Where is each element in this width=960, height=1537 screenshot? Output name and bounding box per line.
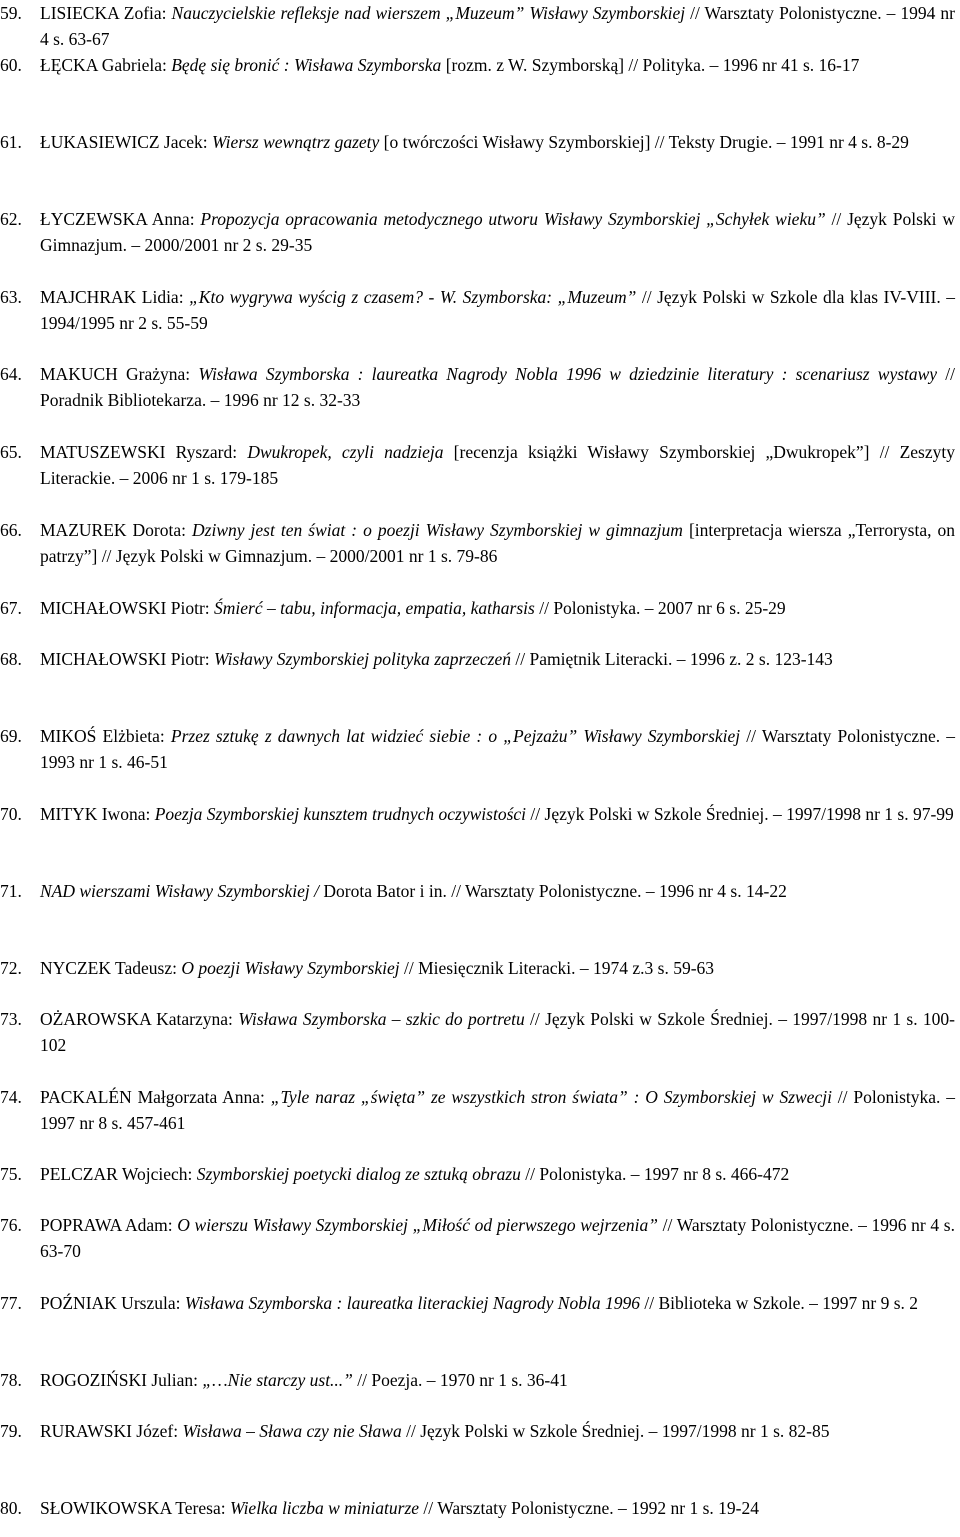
bibliography-entry xyxy=(0,646,960,672)
entry-title: Wisława Szymborska : laureatka Nagrody Nobla 1996 w dziedzinie literatury : scenariusz wystawy xyxy=(198,364,938,384)
bibliography-entry xyxy=(0,206,960,258)
entry-number: 78. xyxy=(0,1370,22,1390)
entry-citation: // Warsztaty Polonistyczne. – 1992 nr 1 s. 19-24 xyxy=(419,1498,760,1518)
entry-citation: MATUSZEWSKI Ryszard: xyxy=(40,442,248,462)
entry-number: 75. xyxy=(0,1164,22,1184)
entry-text xyxy=(40,0,955,52)
bibliography-entry xyxy=(0,1367,960,1393)
entry-number: 61. xyxy=(0,132,22,152)
bibliography-entry xyxy=(0,0,960,52)
entry-number: 66. xyxy=(0,520,22,540)
entry-number: 64. xyxy=(0,364,22,384)
entry-citation: // Warsztaty Polonistyczne. – 1993 nr 1 s. 46-51 xyxy=(40,726,955,772)
entry-citation: // Biblioteka w Szkole. – 1997 nr 9 s. 2 xyxy=(639,1293,919,1313)
entry-citation: // Poezja. – 1970 nr 1 s. 36-41 xyxy=(352,1370,568,1390)
entry-number: 59. xyxy=(0,3,22,23)
entry-number: 72. xyxy=(0,958,22,978)
entry-text xyxy=(40,129,955,155)
entry-number: 68. xyxy=(0,649,22,669)
bibliography-entry xyxy=(0,1006,960,1058)
bibliography-entry xyxy=(0,878,960,904)
bibliography-entry xyxy=(0,1161,960,1187)
entry-citation: // Warsztaty Polonistyczne. – 1996 nr 4 s. 63-70 xyxy=(40,1215,955,1261)
entry-title: Wielka liczba w miniaturze xyxy=(229,1498,420,1518)
entry-citation: // Język Polski w Szkole Średniej. – 1997/1998 nr 1 s. 97-99 xyxy=(526,804,954,824)
entry-title: Śmierć – tabu, informacja, empatia, katharsis xyxy=(214,598,535,618)
entry-citation: ŁUKASIEWICZ Jacek: xyxy=(40,132,213,152)
entry-text xyxy=(40,595,955,621)
entry-number: 65. xyxy=(0,442,22,462)
entry-text xyxy=(40,206,955,258)
entry-title: Przez sztukę z dawnych lat widzieć siebie : o „Pejzażu” Wisławy Szymborskiej xyxy=(170,726,741,746)
entry-citation: PELCZAR Wojciech: xyxy=(40,1164,197,1184)
entry-citation: MICHAŁOWSKI Piotr: xyxy=(40,598,215,618)
entry-citation: // Polonistyka. – 1997 nr 8 s. 466-472 xyxy=(520,1164,790,1184)
bibliography-entry xyxy=(0,1495,960,1521)
entry-citation: SŁOWIKOWSKA Teresa: xyxy=(40,1498,230,1518)
entry-citation: OŻAROWSKA Katarzyna: xyxy=(40,1009,239,1029)
entry-number: 71. xyxy=(0,881,22,901)
entry-text xyxy=(40,955,955,981)
bibliography-entry xyxy=(0,1212,960,1264)
entry-number: 80. xyxy=(0,1498,22,1518)
entry-title: Szymborskiej poetycki dialog ze sztuką obrazu xyxy=(196,1164,521,1184)
entry-title: NAD wierszami Wisławy Szymborskiej / xyxy=(40,881,320,901)
entry-title: Wisławy Szymborskiej polityka zaprzeczeń xyxy=(214,649,512,669)
entry-title: „Tyle naraz „święta” ze wszystkich stron świata” : O Szymborskiej w Szwecji xyxy=(270,1087,832,1107)
entry-text xyxy=(40,1367,955,1393)
entry-title: Dwukropek, czyli nadzieja xyxy=(247,442,444,462)
entry-citation: MICHAŁOWSKI Piotr: xyxy=(40,649,215,669)
entry-number: 74. xyxy=(0,1087,22,1107)
entry-citation: MITYK Iwona: xyxy=(40,804,155,824)
entry-title: Propozycja opracowania metodycznego utworu Wisławy Szymborskiej „Schyłek wieku” xyxy=(200,209,826,229)
entry-number: 70. xyxy=(0,804,22,824)
entry-title: „…Nie starczy ust...” xyxy=(202,1370,353,1390)
entry-number: 67. xyxy=(0,598,22,618)
entry-number: 79. xyxy=(0,1421,22,1441)
entry-citation: // Język Polski w Gimnazjum. – 2000/2001 nr 2 s. 29-35 xyxy=(40,209,955,255)
entry-title: O wierszu Wisławy Szymborskiej „Miłość od pierwszego wejrzenia” xyxy=(177,1215,659,1235)
entry-number: 60. xyxy=(0,55,22,75)
entry-citation: POŹNIAK Urszula: xyxy=(40,1293,185,1313)
entry-number: 62. xyxy=(0,209,22,229)
bibliography-entry xyxy=(0,1418,960,1444)
bibliography-entry xyxy=(0,439,960,491)
entry-title: Wisława Szymborska : laureatka literackiej Nagrody Nobla 1996 xyxy=(184,1293,640,1313)
entry-citation: // Język Polski w Szkole dla klas IV-VIII. – 1994/1995 nr 2 s. 55-59 xyxy=(40,287,955,333)
entry-citation: ROGOZIŃSKI Julian: xyxy=(40,1370,203,1390)
entry-citation: MIKOŚ Elżbieta: xyxy=(40,726,171,746)
entry-title: Poezja Szymborskiej kunsztem trudnych oczywistości xyxy=(154,804,527,824)
entry-text xyxy=(40,1418,955,1444)
entry-citation: ŁĘCKA Gabriela: xyxy=(40,55,172,75)
entry-text xyxy=(40,1212,955,1264)
entry-citation: NYCZEK Tadeusz: xyxy=(40,958,182,978)
bibliography-entry xyxy=(0,129,960,155)
entry-text xyxy=(40,646,955,672)
entry-citation: // Warsztaty Polonistyczne. – 1994 nr 4 s. 63-67 xyxy=(40,3,955,49)
bibliography-entry xyxy=(0,955,960,981)
bibliography-entry xyxy=(0,52,960,78)
entry-citation: // Polonistyka. – 2007 nr 6 s. 25-29 xyxy=(534,598,786,618)
entry-number: 69. xyxy=(0,726,22,746)
entry-citation: // Pamiętnik Literacki. – 1996 z. 2 s. 123-143 xyxy=(511,649,833,669)
entry-citation: // Polonistyka. – 1997 nr 8 s. 457-461 xyxy=(40,1087,955,1133)
entry-text xyxy=(40,52,955,78)
entry-text xyxy=(40,1006,955,1058)
entry-text xyxy=(40,439,955,491)
bibliography-entry xyxy=(0,723,960,775)
entry-citation: RURAWSKI Józef: xyxy=(40,1421,183,1441)
entry-number: 73. xyxy=(0,1009,22,1029)
entry-citation: Dorota Bator i in. // Warsztaty Polonistyczne. – 1996 nr 4 s. 14-22 xyxy=(319,881,787,901)
entry-citation: // Poradnik Bibliotekarza. – 1996 nr 12 s. 32-33 xyxy=(40,364,956,410)
entry-text xyxy=(40,723,955,775)
entry-citation: POPRAWA Adam: xyxy=(40,1215,178,1235)
entry-number: 76. xyxy=(0,1215,22,1235)
entry-citation: [o twórczości Wisławy Szymborskiej] // Teksty Drugie. – 1991 nr 4 s. 8-29 xyxy=(379,132,909,152)
entry-text xyxy=(40,361,955,413)
entry-text xyxy=(40,517,955,569)
entry-text xyxy=(40,801,955,827)
entry-citation: // Język Polski w Szkole Średniej. – 1997/1998 nr 1 s. 100-102 xyxy=(40,1009,955,1055)
entry-text xyxy=(40,1084,955,1136)
entry-citation: [recenzja książki Wisławy Szymborskiej „Dwukropek”] // Zeszyty Literackie. – 2006 nr 1 s. 179-185 xyxy=(40,442,955,488)
bibliography-entry xyxy=(0,284,960,336)
entry-citation: MAZUREK Dorota: xyxy=(40,520,193,540)
entry-title: Dziwny jest ten świat : o poezji Wisławy Szymborskiej w gimnazjum xyxy=(192,520,683,540)
entry-citation: ŁYCZEWSKA Anna: xyxy=(40,209,201,229)
entry-citation: [interpretacja wiersza „Terrorysta, on patrzy”] // Język Polski w Gimnazjum. – 2000/2001 nr 1 s. 79-86 xyxy=(40,520,956,566)
bibliography-entry xyxy=(0,801,960,827)
entry-citation: // Miesięcznik Literacki. – 1974 z.3 s. 59-63 xyxy=(399,958,715,978)
entry-citation: LISIECKA Zofia: xyxy=(40,3,172,23)
entry-title: Wisława – Sława czy nie Sława xyxy=(182,1421,402,1441)
bibliography-entry xyxy=(0,361,960,413)
bibliography-entry xyxy=(0,595,960,621)
entry-title: Wisława Szymborska – szkic do portretu xyxy=(238,1009,525,1029)
entry-title: Będę się bronić : Wisława Szymborska xyxy=(171,55,442,75)
bibliography-entry xyxy=(0,1290,960,1316)
entry-citation: [rozm. z W. Szymborską] // Polityka. – 1996 nr 41 s. 16-17 xyxy=(441,55,860,75)
entry-title: O poezji Wisławy Szymborskiej xyxy=(181,958,400,978)
entry-title: Wiersz wewnątrz gazety xyxy=(212,132,380,152)
entry-citation: MAJCHRAK Lidia: xyxy=(40,287,190,307)
entry-number: 63. xyxy=(0,287,22,307)
entry-title: Nauczycielskie refleksje nad wierszem „Muzeum” Wisławy Szymborskiej xyxy=(171,3,686,23)
entry-citation: PACKALÉN Małgorzata Anna: xyxy=(40,1087,271,1107)
entry-citation: MAKUCH Grażyna: xyxy=(40,364,199,384)
bibliography-entry xyxy=(0,1084,960,1136)
entry-text xyxy=(40,1495,955,1521)
entry-text xyxy=(40,1290,955,1316)
bibliography-entry xyxy=(0,517,960,569)
entry-citation: // Język Polski w Szkole Średniej. – 1997/1998 nr 1 s. 82-85 xyxy=(401,1421,830,1441)
entry-text xyxy=(40,284,955,336)
entry-title: „Kto wygrywa wyścig z czasem? - W. Szymborska: „Muzeum” xyxy=(189,287,637,307)
entry-text xyxy=(40,1161,955,1187)
entry-number: 77. xyxy=(0,1293,22,1313)
entry-text xyxy=(40,878,955,904)
